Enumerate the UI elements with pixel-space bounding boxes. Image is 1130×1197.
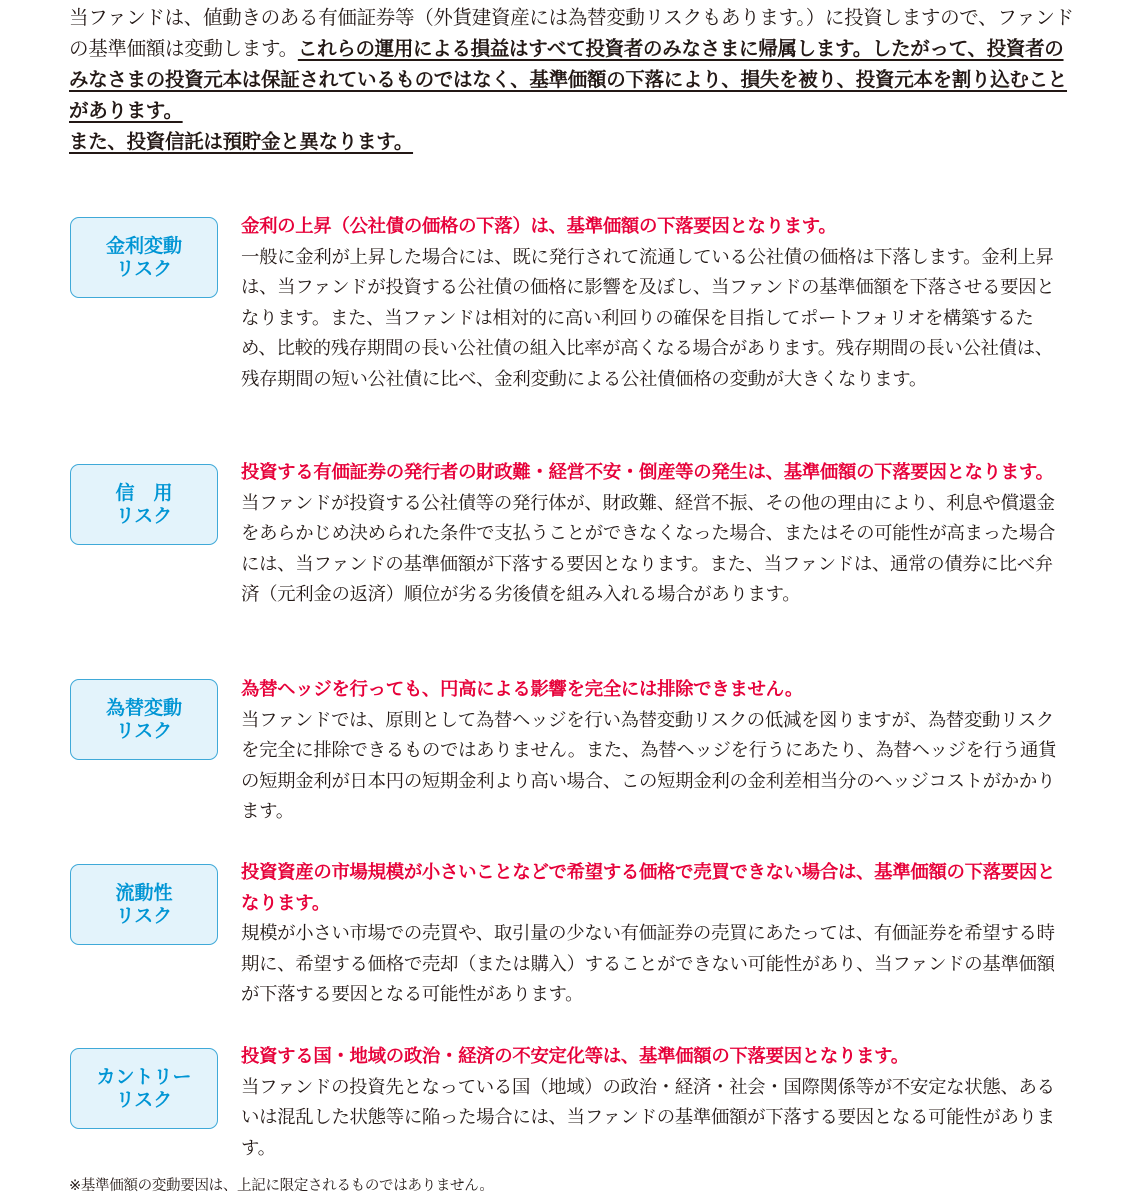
risk-body: 当ファンドの投資先となっている国（地域）の政治・経済・社会・国際関係等が不安定な状態、あるいは混乱した状態等に陥った場合には、当ファンドの基準価額が下落する要因となる可能性があります。 xyxy=(241,1076,1055,1159)
intro-paragraph xyxy=(69,2,1079,157)
risk-body: 規模が小さい市場での売買や、取引量の少ない有価証券の売買にあたっては、有価証券を希望する時期に、希望する価格で売却（または購入）することができない可能性があり、当ファンドの基準価額が下落する要因となる可能性があります。 xyxy=(241,923,1055,1005)
risk-text-interest-rate xyxy=(241,212,1063,395)
risk-label-suffix: リスク xyxy=(115,1088,173,1111)
risk-headline: 為替ヘッジを行っても、円高による影響を完全には排除できません。 xyxy=(241,679,803,700)
risk-headline: 投資資産の市場規模が小さいことなどで希望する価格で売買できない場合は、基準価額の下落要因となります。 xyxy=(241,862,1056,914)
risk-headline: 投資する有価証券の発行者の財政難・経営不安・倒産等の発生は、基準価額の下落要因となります。 xyxy=(241,462,1054,483)
risk-label-title: カントリー xyxy=(96,1065,192,1088)
risk-label-title: 信 用 xyxy=(115,481,173,504)
risk-text-country xyxy=(241,1042,1063,1164)
risk-body: 当ファンドが投資する公社債等の発行体が、財政難、経営不振、その他の理由により、利息や償還金をあらかじめ決められた条件で支払うことができなくなった場合、またはその可能性が高まった場合には、当ファンドの基準価額が下落する要因となります。また、当ファンドは、通常の債券に比べ弁済（元利金の返済）順位が劣る劣後債を組み入れる場合があります。 xyxy=(241,492,1056,605)
risk-body: 一般に金利が上昇した場合には、既に発行されて流通している公社債の価格は下落します。金利上昇は、当ファンドが投資する公社債の価格に影響を及ぼし、当ファンドの基準価額を下落させる要因となります。また、当ファンドは相対的に高い利回りの確保を目指してポートフォリオを構築するため、比較的残存期間の長い公社債の組入比率が高くなる場合があります。残存期間の長い公社債は、残存期間の短い公社債に比べ、金利変動による公社債価格の変動が大きくなります。 xyxy=(241,246,1055,390)
risk-text-credit xyxy=(241,458,1063,611)
footnote: ※基準価額の変動要因は、上記に限定されるものではありません。 xyxy=(69,1178,494,1194)
risk-text-liquidity xyxy=(241,858,1063,1011)
risk-text-currency xyxy=(241,675,1063,828)
risk-body: 当ファンドでは、原則として為替ヘッジを行い為替変動リスクの低減を図りますが、為替変動リスクを完全に排除できるものではありません。また、為替ヘッジを行うにあたり、為替ヘッジを行う通貨の短期金利が日本円の短期金利より高い場合、この短期金利の金利差相当分のヘッジコストがかかります。 xyxy=(241,709,1057,822)
risk-headline: 金利の上昇（公社債の価格の下落）は、基準価額の下落要因となります。 xyxy=(241,216,837,237)
intro-emphasis-text-2: また、投資信託は預貯金と異なります。 xyxy=(69,130,414,153)
risk-label-suffix: リスク xyxy=(115,504,173,527)
risk-headline: 投資する国・地域の政治・経済の不安定化等は、基準価額の下落要因となります。 xyxy=(241,1046,909,1067)
risk-label-suffix: リスク xyxy=(115,904,173,927)
risk-label-credit xyxy=(70,464,218,545)
risk-label-currency xyxy=(70,679,218,760)
risk-label-interest-rate xyxy=(70,217,218,298)
risk-label-suffix: リスク xyxy=(115,257,173,280)
risk-label-country xyxy=(70,1048,218,1129)
risk-label-title: 流動性 xyxy=(115,881,173,904)
intro-emphasis-text: これらの運用による損益はすべて投資者のみなさまに帰属します。したがって、投資者のみなさまの投資元本は保証されているものではなく、基準価額の下落により、損失を被り、投資元本を割り込むことがあります。 xyxy=(69,37,1068,122)
risk-label-title: 金利変動 xyxy=(105,234,182,257)
intro-normal-text: 当ファンドは、値動きのある有価証券等（外貨建資産には為替変動リスクもあります。）に投資しますので、ファンドの基準価額は変動します。 xyxy=(69,6,1074,60)
risk-label-title: 為替変動 xyxy=(105,696,182,719)
risk-label-suffix: リスク xyxy=(115,719,173,742)
risk-label-liquidity xyxy=(70,864,218,945)
